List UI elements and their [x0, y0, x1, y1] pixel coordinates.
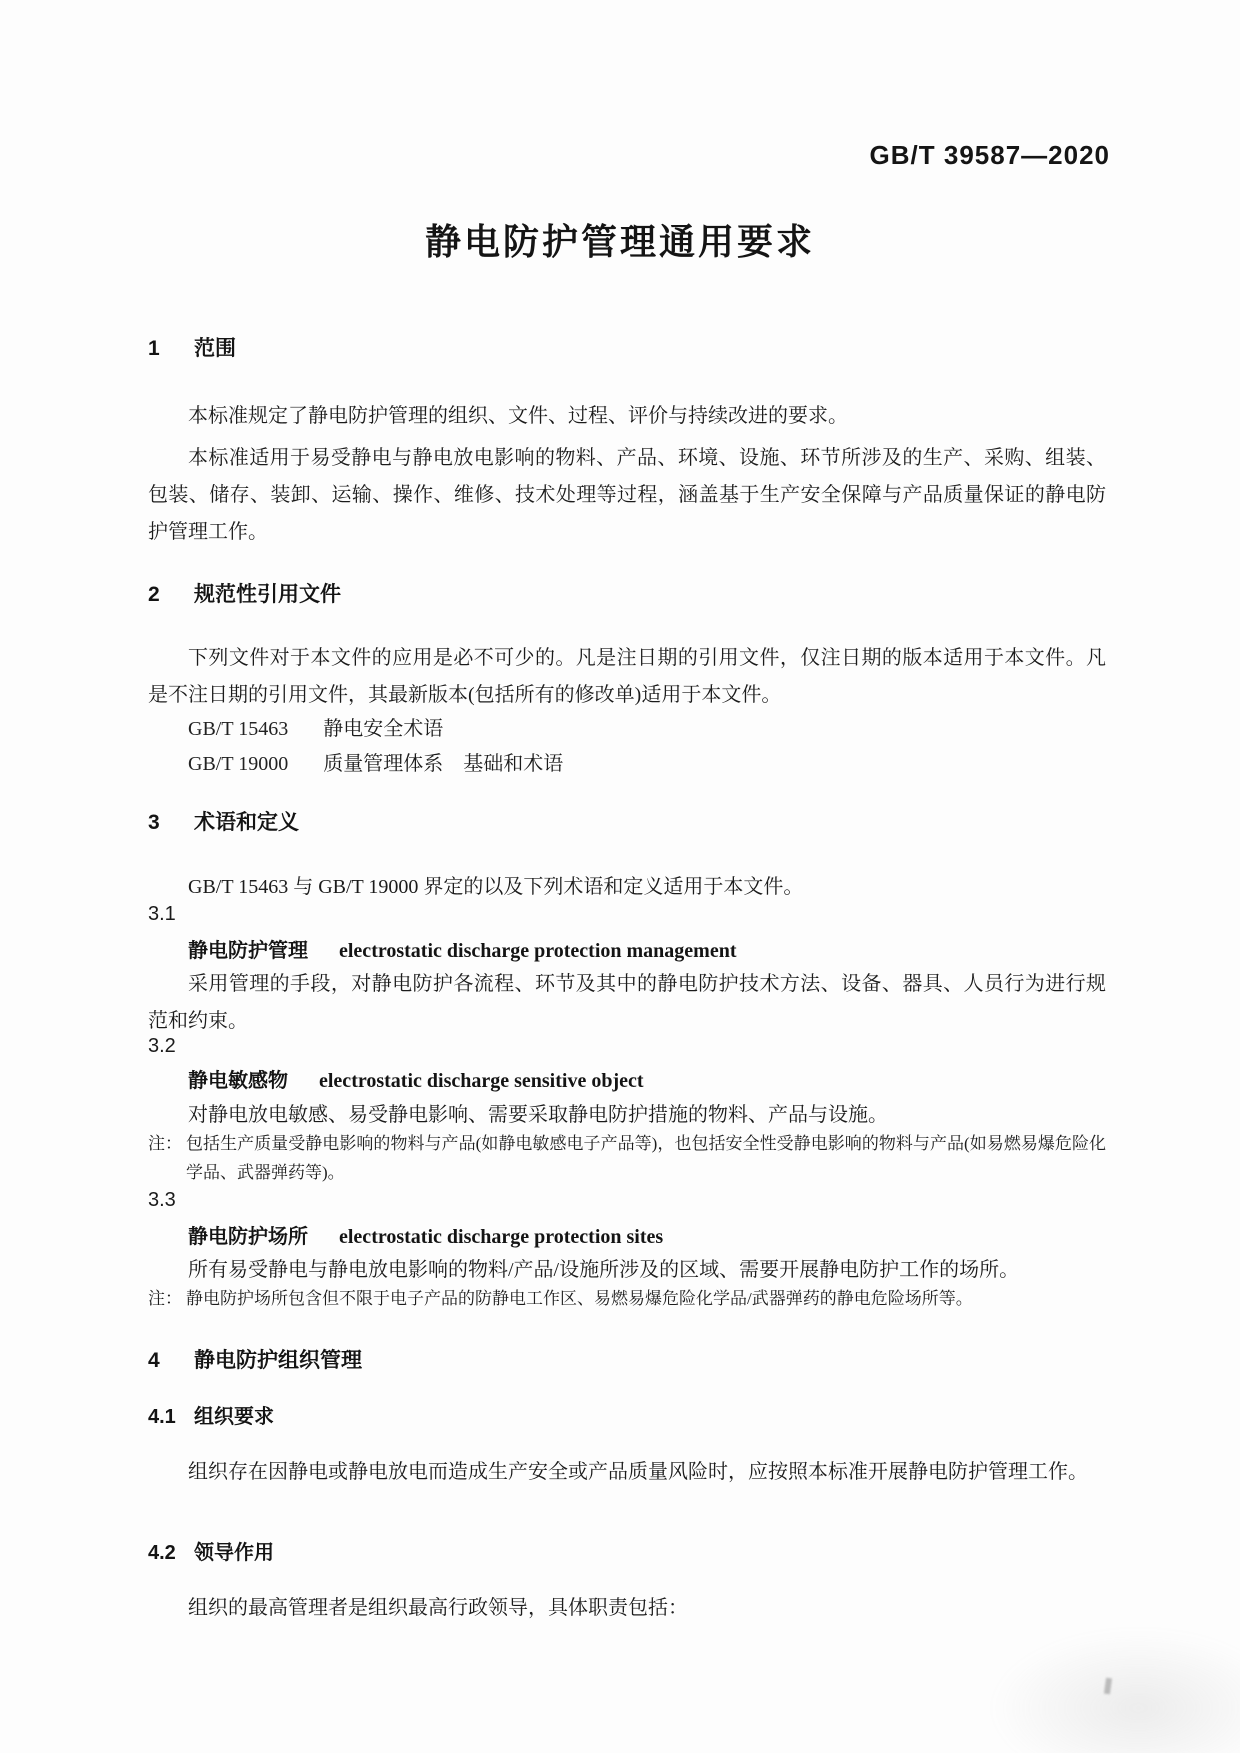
note-text: 静电防护场所包含但不限于电子产品的防静电工作区、易燃易爆危险化学品/武器弹药的静电危险场所等。	[186, 1289, 973, 1308]
term-entry-3-2	[148, 1064, 1146, 1093]
section-number: 4	[148, 1349, 160, 1372]
term-chinese: 静电敏感物	[188, 1070, 288, 1092]
section-label: 组织要求	[194, 1406, 274, 1428]
note-text: 包括生产质量受静电影响的物料与产品(如静电敏感电子产品等)，也包括安全性受静电影响的物料与产品(如易燃易爆危险化学品、武器弹药等)。	[186, 1134, 1106, 1182]
term-english: electrostatic discharge protection management	[339, 940, 737, 962]
reference-title: 质量管理体系 基础和术语	[323, 753, 564, 775]
reference-code: GB/T 19000	[188, 753, 289, 775]
reference-title: 静电安全术语	[323, 718, 444, 740]
paragraph-4-2: 组织的最高管理者是组织最高行政领导，具体职责包括：	[188, 1597, 688, 1619]
term-entry-3-3	[148, 1220, 1146, 1249]
section-label: 范围	[194, 337, 236, 360]
paragraph-4-1: 组织存在因静电或静电放电而造成生产安全或产品质量风险时，应按照本标准开展静电防护管理工作。	[188, 1461, 1088, 1483]
section-number: 4.1	[148, 1406, 176, 1428]
section-label: 领导作用	[194, 1542, 274, 1564]
reference-item	[148, 712, 1146, 747]
term-chinese: 静电防护管理	[188, 940, 308, 962]
section-label: 规范性引用文件	[194, 583, 341, 606]
clause-number-3-2: 3.2	[148, 1035, 176, 1057]
term-entry-3-1	[148, 934, 1146, 963]
reference-item	[148, 747, 1146, 782]
section-label: 静电防护组织管理	[194, 1349, 362, 1372]
term-english: electrostatic discharge sensitive object	[319, 1070, 644, 1092]
note-label: 注：	[148, 1289, 182, 1308]
section-4-1-heading	[148, 1400, 1106, 1429]
term-chinese: 静电防护场所	[188, 1226, 308, 1248]
section-label: 术语和定义	[194, 811, 299, 834]
note-label: 注：	[148, 1134, 182, 1153]
note-3-2	[148, 1129, 1106, 1187]
section-number: 4.2	[148, 1542, 176, 1564]
paragraph-scope-2: 本标准适用于易受静电与静电放电影响的物料、产品、环境、设施、环节所涉及的生产、采购、组装、包装、储存、装卸、运输、操作、维修、技术处理等过程，涵盖基于生产安全保障与产品质量保证的静电防护管理工作。	[148, 447, 1106, 543]
term-english: electrostatic discharge protection sites	[339, 1226, 664, 1248]
section-number: 1	[148, 337, 160, 360]
section-4-heading	[148, 1344, 1106, 1374]
note-3-3	[148, 1284, 1106, 1313]
section-1-heading	[148, 332, 1106, 362]
clause-number-3-1: 3.1	[148, 903, 176, 925]
section-3-heading	[148, 806, 1106, 836]
reference-code: GB/T 15463	[188, 718, 289, 740]
section-2-heading	[148, 578, 1106, 608]
term-definition-3-3: 所有易受静电与静电放电影响的物料/产品/设施所涉及的区域、需要开展静电防护工作的场所。	[188, 1259, 1020, 1281]
section-number: 2	[148, 583, 160, 606]
section-4-2-heading	[148, 1536, 1106, 1565]
standard-code: GB/T 39587—2020	[869, 140, 1110, 170]
term-definition-3-2: 对静电放电敏感、易受静电影响、需要采取静电防护措施的物料、产品与设施。	[188, 1104, 888, 1126]
scan-smudge	[990, 1630, 1240, 1753]
paragraph-references: 下列文件对于本文件的应用是必不可少的。凡是注日期的引用文件，仅注日期的版本适用于本文件。凡是不注日期的引用文件，其最新版本(包括所有的修改单)适用于本文件。	[148, 647, 1106, 706]
section-number: 3	[148, 811, 160, 834]
paragraph-scope-1: 本标准规定了静电防护管理的组织、文件、过程、评价与持续改进的要求。	[188, 405, 848, 427]
clause-number-3-3: 3.3	[148, 1189, 176, 1211]
term-definition-3-1: 采用管理的手段，对静电防护各流程、环节及其中的静电防护技术方法、设备、器具、人员行为进行规范和约束。	[148, 973, 1106, 1032]
paragraph-terms-intro: GB/T 15463 与 GB/T 19000 界定的以及下列术语和定义适用于本文件。	[188, 876, 804, 898]
page-title: 静电防护管理通用要求	[424, 221, 815, 262]
